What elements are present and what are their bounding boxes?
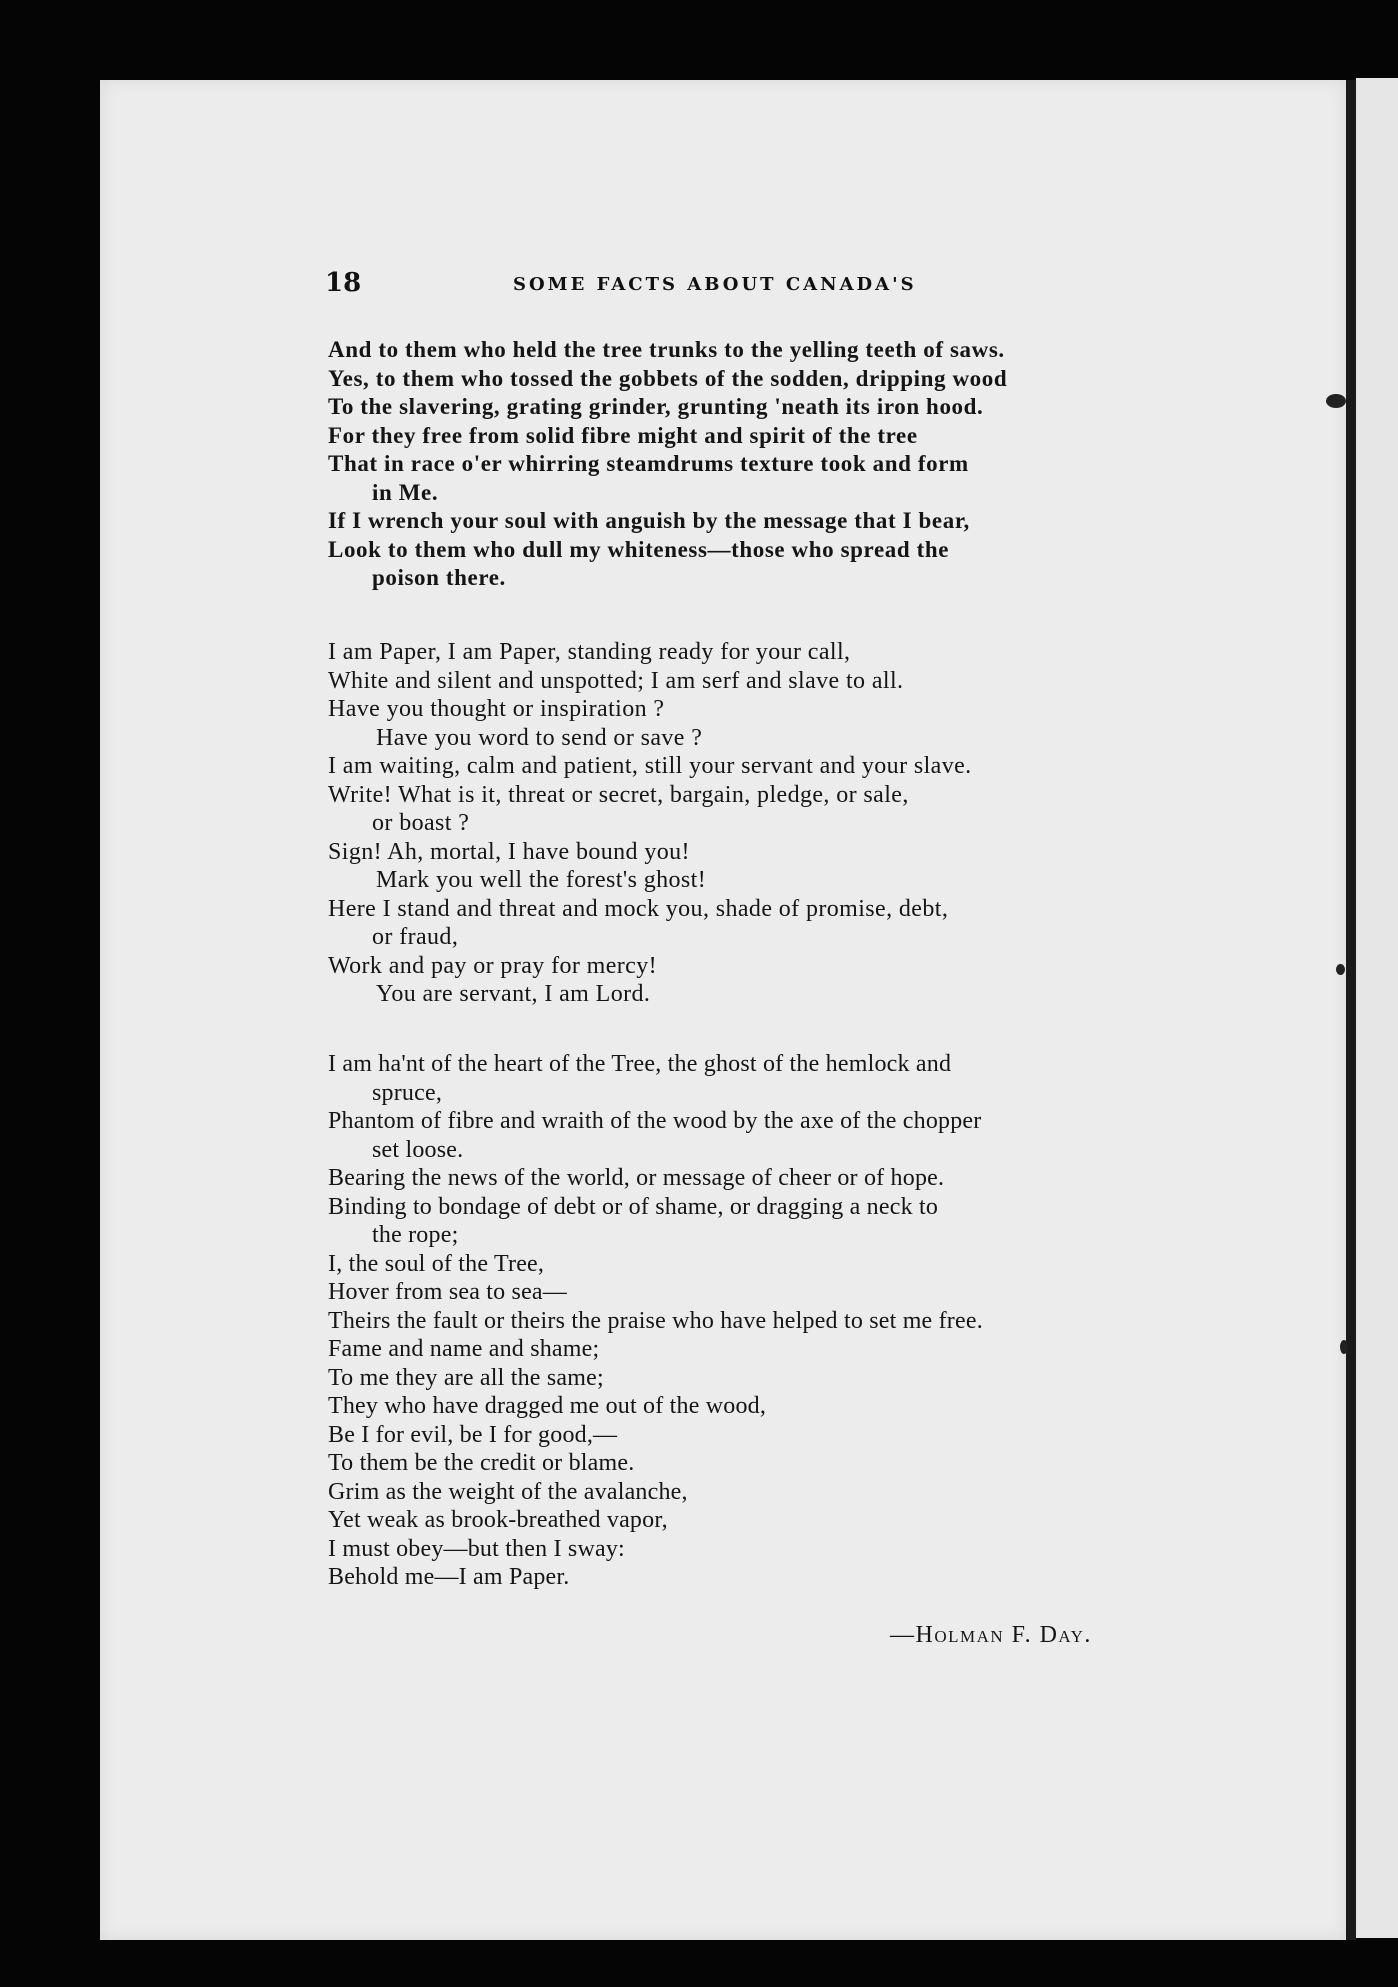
poem-stanza-2	[328, 638, 1158, 1009]
page-number: 18	[325, 268, 362, 298]
poem-line: or boast ?	[372, 810, 470, 836]
poem-line: poison there.	[372, 565, 506, 590]
poem-line: White and silent and unspotted; I am serf and slave to all.	[328, 667, 904, 694]
poem-line: To them be the credit or blame.	[328, 1450, 635, 1476]
poem-line: You are servant, I am Lord.	[376, 981, 651, 1007]
poem-line: That in race o'er whirring steamdrums texture took and form	[328, 451, 969, 476]
poem-line: set loose.	[372, 1136, 464, 1163]
poem-line: I am Paper, I am Paper, standing ready for your call,	[328, 639, 851, 665]
poem-line: I, the soul of the Tree,	[328, 1250, 545, 1277]
scan-speck	[1340, 1340, 1348, 1354]
running-head: SOME FACTS ABOUT CANADA'S	[513, 274, 917, 295]
poem-line: Have you word to send or save ?	[376, 724, 703, 751]
poem-line: Have you thought or inspiration ?	[328, 696, 665, 722]
poem-line: To me they are all the same;	[328, 1364, 604, 1391]
poem-line: Write! What is it, threat or secret, bargain, pledge, or sale,	[328, 781, 909, 808]
poem-line: Binding to bondage of debt or of shame, or dragging a neck to	[328, 1193, 939, 1220]
poem-attribution: —Holman F. Day.	[890, 1622, 1092, 1648]
poem-line: Here I stand and threat and mock you, shade of promise, debt,	[328, 895, 949, 922]
page-header	[325, 268, 985, 308]
page-gutter-shadow	[1346, 80, 1356, 1940]
poem-line: Yet weak as brook-breathed vapor,	[328, 1507, 668, 1533]
poem-line: To the slavering, grating grinder, grunting 'neath its iron hood.	[328, 394, 984, 419]
poem-line: Grim as the weight of the avalanche,	[328, 1478, 688, 1505]
poem-line: Mark you well the forest's ghost!	[376, 867, 707, 893]
poem-line: or fraud,	[372, 924, 459, 950]
poem-line: I am waiting, calm and patient, still your servant and your slave.	[328, 753, 972, 779]
poem-line: And to them who held the tree trunks to the yelling teeth of saws.	[328, 337, 1005, 362]
poem-line: Sign! Ah, mortal, I have bound you!	[328, 838, 690, 865]
poem-line: the rope;	[372, 1222, 459, 1248]
poem-stanza-1	[328, 336, 1158, 593]
poem-line: Theirs the fault or theirs the praise who have helped to set me free.	[328, 1307, 983, 1334]
adjacent-page-edge	[1356, 78, 1398, 1938]
poem-line: Behold me—I am Paper.	[328, 1564, 570, 1590]
poem-line: Fame and name and shame;	[328, 1336, 600, 1362]
poem-line: Look to them who dull my whiteness—those who spread the	[328, 536, 950, 562]
poem-line: I am ha'nt of the heart of the Tree, the ghost of the hemlock and	[328, 1051, 952, 1077]
poem-line: I must obey—but then I sway:	[328, 1535, 625, 1562]
poem-stanza-3	[328, 1050, 1158, 1592]
poem-line: spruce,	[372, 1079, 443, 1106]
poem-line: Hover from sea to sea—	[328, 1279, 567, 1305]
scan-speck	[1326, 394, 1346, 408]
poem-line: They who have dragged me out of the wood,	[328, 1393, 767, 1419]
poem-line: Work and pay or pray for mercy!	[328, 952, 658, 979]
scan-speck	[1336, 964, 1345, 975]
poem-line: Phantom of fibre and wraith of the wood by the axe of the chopper	[328, 1108, 982, 1134]
poem-line: Be I for evil, be I for good,—	[328, 1421, 618, 1448]
poem-line: Bearing the news of the world, or message of cheer or of hope.	[328, 1165, 945, 1191]
poem-line: Yes, to them who tossed the gobbets of the sodden, dripping wood	[328, 365, 1008, 391]
poem-line: in Me.	[372, 479, 439, 505]
poem-line: If I wrench your soul with anguish by the message that I bear,	[328, 508, 970, 533]
poem-line: For they free from solid fibre might and spirit of the tree	[328, 422, 918, 448]
